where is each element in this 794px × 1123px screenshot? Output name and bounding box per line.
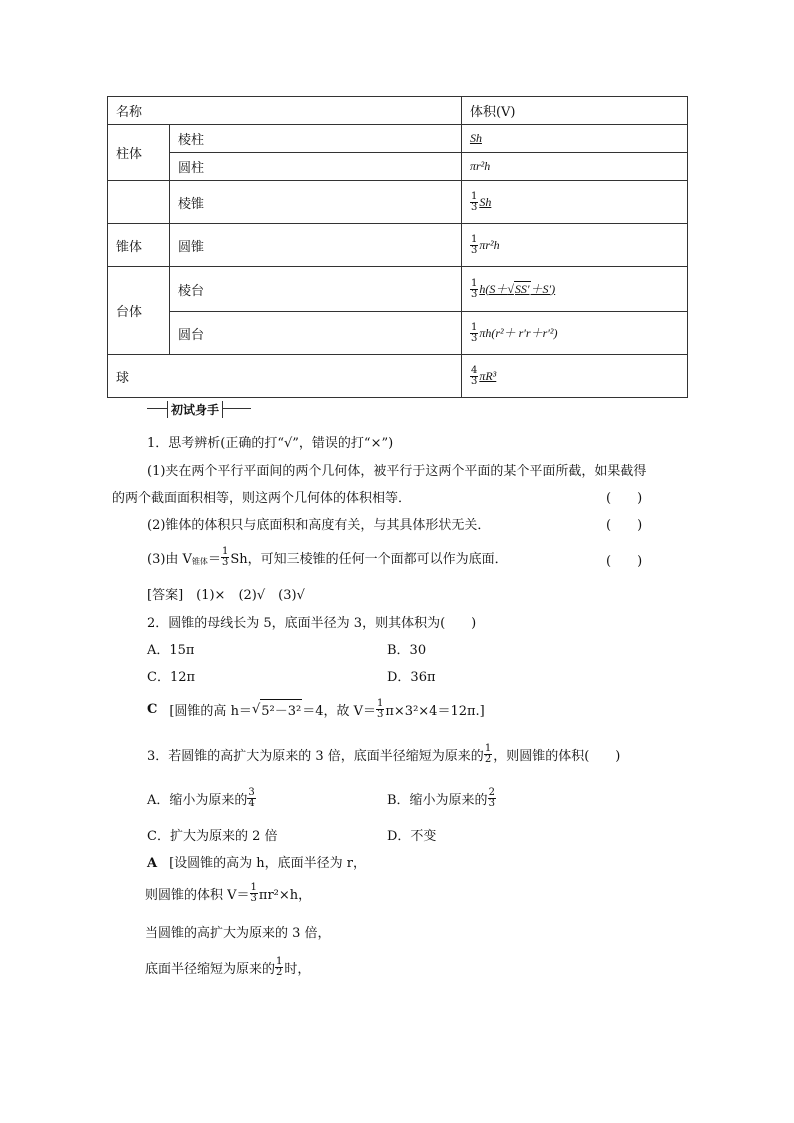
formula-cell bbox=[461, 355, 687, 398]
sub-cell: 棱台 bbox=[170, 267, 462, 312]
section-title: 初试身手 bbox=[167, 401, 223, 418]
table-row bbox=[108, 312, 688, 355]
fraction bbox=[484, 744, 492, 765]
formula-cell bbox=[461, 153, 687, 181]
table-row bbox=[108, 181, 688, 224]
sub-cell: 棱柱 bbox=[170, 125, 462, 153]
q3-title bbox=[147, 737, 620, 771]
volume-formula-table bbox=[107, 96, 688, 398]
text: 时， bbox=[284, 961, 311, 977]
frac-num: 1 bbox=[484, 742, 492, 754]
frac-num: 1 bbox=[470, 233, 478, 245]
frac-den: 3 bbox=[488, 797, 495, 809]
formula-cell bbox=[461, 125, 687, 153]
q1-item3 bbox=[147, 541, 508, 573]
fraction bbox=[250, 883, 258, 904]
text: π×3²×4＝12π.] bbox=[385, 703, 485, 719]
text: ＝4，故 V＝ bbox=[302, 703, 376, 719]
fraction bbox=[221, 547, 229, 568]
answer-blank: ( ) bbox=[606, 518, 643, 533]
q2-option-c: C．12π bbox=[147, 670, 196, 685]
frac-den: 3 bbox=[250, 892, 257, 904]
frac-den: 3 bbox=[377, 708, 384, 720]
subscript: 锥体 bbox=[191, 556, 208, 566]
formula: πr²h bbox=[479, 237, 500, 252]
formula-cell bbox=[461, 224, 687, 267]
q3-option-a bbox=[147, 781, 257, 815]
header-volume: 体积(V) bbox=[461, 97, 687, 125]
table-row bbox=[108, 267, 688, 312]
frac-num: 1 bbox=[470, 190, 478, 202]
q3-answer-line2 bbox=[145, 876, 311, 910]
group-cell: 球 bbox=[108, 355, 462, 398]
q3-option-b bbox=[387, 781, 497, 815]
q2-title: 2．圆锥的母线长为 5，底面半径为 3，则其体积为( ) bbox=[147, 616, 477, 631]
text: ，则圆锥的体积( ) bbox=[493, 748, 621, 764]
frac-num: 1 bbox=[276, 955, 283, 967]
frac-den: 3 bbox=[470, 288, 478, 300]
formula: Sh bbox=[479, 194, 492, 209]
answer-letter: C bbox=[147, 701, 158, 717]
group-cell bbox=[108, 181, 170, 224]
formula-sqrt: SS′ bbox=[514, 281, 530, 296]
fraction bbox=[470, 366, 478, 387]
frac-num: 4 bbox=[470, 364, 478, 376]
text: πr²×h， bbox=[258, 887, 312, 903]
frac-num: 1 bbox=[377, 697, 384, 709]
frac-num: 2 bbox=[488, 786, 495, 798]
frac-den: 3 bbox=[470, 332, 478, 344]
q2-answer: C [圆锥的高 h＝ √ 5²－3² ＝4，故 V＝ $\frac{1}{3}$ π×3²×4＝12π.] bbox=[147, 697, 485, 720]
frac-den: 4 bbox=[248, 797, 255, 809]
sub-cell: 圆台 bbox=[170, 312, 462, 355]
group-cell: 柱体 bbox=[108, 125, 170, 181]
frac-den: 3 bbox=[470, 244, 478, 256]
text: B．缩小为原来的 bbox=[387, 792, 488, 808]
q3-option-d: D．不变 bbox=[387, 829, 437, 844]
sub-cell: 棱锥 bbox=[170, 181, 462, 224]
q2-option-b: B．30 bbox=[387, 643, 427, 658]
fraction bbox=[376, 699, 384, 720]
group-cell: 台体 bbox=[108, 267, 170, 355]
table-row bbox=[108, 153, 688, 181]
q3-answer-line1 bbox=[147, 852, 366, 871]
fraction bbox=[470, 192, 478, 213]
q3-option-c: C．扩大为原来的 2 倍 bbox=[147, 829, 278, 844]
frac-den: 3 bbox=[221, 556, 229, 568]
q1-title: 1．思考辨析(正确的打“√”，错误的打“×”) bbox=[147, 436, 394, 451]
answer-blank: ( ) bbox=[606, 491, 643, 506]
answer-letter: A bbox=[147, 856, 158, 871]
group-cell: 锥体 bbox=[108, 224, 170, 267]
formula-cell bbox=[461, 312, 687, 355]
frac-num: 1 bbox=[470, 321, 478, 333]
text: 3．若圆锥的高扩大为原来的 3 倍，底面半径缩短为原来的 bbox=[147, 748, 484, 764]
q2-option-d: D．36π bbox=[387, 670, 436, 685]
q2-option-a: A．15π bbox=[147, 643, 195, 658]
table-row bbox=[108, 355, 688, 398]
table-header-row bbox=[108, 97, 688, 125]
q3-answer-line3: 当圆锥的高扩大为原来的 3 倍， bbox=[145, 926, 331, 941]
text: [设圆锥的高为 h，底面半径为 r， bbox=[169, 856, 367, 871]
frac-den: 2 bbox=[276, 966, 283, 978]
fraction bbox=[470, 279, 478, 300]
q1-item2: (2)锥体的体积只与底面积和高度有关，与其具体形状无关． bbox=[147, 518, 491, 533]
formula: h(S＋√SS′＋S′) bbox=[479, 281, 556, 296]
text: (3)由 V bbox=[147, 551, 192, 567]
frac-num: 1 bbox=[221, 545, 229, 557]
frac-den: 3 bbox=[470, 375, 478, 387]
formula: Sh bbox=[469, 131, 482, 145]
section-header bbox=[147, 401, 251, 417]
sub-cell: 圆柱 bbox=[170, 153, 462, 181]
q1-item1-b: 的两个截面面积相等，则这两个几何体的体积相等． bbox=[112, 491, 412, 506]
answer-blank: ( ) bbox=[606, 554, 643, 569]
fraction bbox=[247, 788, 255, 809]
formula: πr²h bbox=[469, 159, 491, 173]
text: A．缩小为原来的 bbox=[147, 792, 248, 808]
text: [圆锥的高 h＝ bbox=[169, 703, 252, 719]
q3-answer-line4 bbox=[145, 950, 310, 984]
q1-item1-a: (1)夹在两个平行平面间的两个几何体，被平行于这两个平面的某个平面所截，如果截得 bbox=[147, 464, 647, 479]
fraction bbox=[275, 957, 283, 978]
header-name: 名称 bbox=[108, 97, 462, 125]
text: Sh，可知三棱锥的任何一个面都可以作为底面． bbox=[230, 551, 508, 567]
text: 则圆锥的体积 V＝ bbox=[145, 887, 250, 903]
frac-num: 3 bbox=[248, 786, 255, 798]
table-row bbox=[108, 224, 688, 267]
formula: πR³ bbox=[479, 368, 497, 383]
q1-answer: [答案] (1)× (2)√ (3)√ bbox=[147, 588, 305, 603]
formula-pre: h(S＋ bbox=[479, 281, 508, 296]
table-row bbox=[108, 125, 688, 153]
frac-num: 1 bbox=[470, 277, 478, 289]
text: 底面半径缩短为原来的 bbox=[145, 961, 276, 977]
frac-num: 1 bbox=[250, 881, 257, 893]
formula-cell bbox=[461, 267, 687, 312]
frac-den: 3 bbox=[470, 201, 478, 213]
fraction bbox=[470, 235, 478, 256]
formula: πh(r²＋ r′r＋r′²) bbox=[479, 325, 558, 340]
fraction bbox=[470, 323, 478, 344]
sqrt-expr: 5²－3² bbox=[260, 699, 302, 719]
formula-cell bbox=[461, 181, 687, 224]
text: ＝ bbox=[207, 551, 221, 567]
frac-den: 2 bbox=[484, 753, 492, 765]
formula-post: ＋S′) bbox=[530, 281, 556, 296]
fraction bbox=[488, 788, 496, 809]
sub-cell: 圆锥 bbox=[170, 224, 462, 267]
